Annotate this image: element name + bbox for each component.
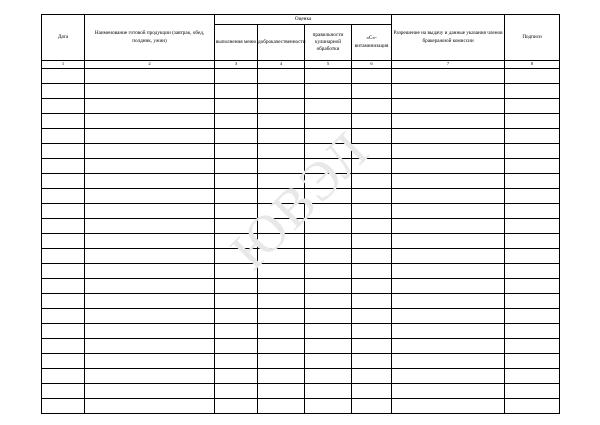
table-cell[interactable] (305, 219, 352, 234)
table-cell[interactable] (352, 369, 392, 384)
table-cell[interactable] (258, 309, 305, 324)
table-cell[interactable] (42, 339, 85, 354)
table-cell[interactable] (352, 339, 392, 354)
table-row[interactable] (42, 219, 560, 234)
table-cell[interactable] (392, 249, 505, 264)
table-cell[interactable] (42, 354, 85, 369)
column-number-5: 5 (305, 61, 352, 69)
table-row[interactable] (42, 99, 560, 114)
table-cell[interactable] (215, 234, 258, 249)
table-cell[interactable] (42, 384, 85, 399)
table-cell[interactable] (215, 369, 258, 384)
table-cell[interactable] (305, 99, 352, 114)
table-cell[interactable] (258, 339, 305, 354)
table-cell[interactable] (305, 354, 352, 369)
table-cell[interactable] (215, 114, 258, 129)
column-number-8: 8 (505, 61, 560, 69)
header-evaluation-group: Оценка (215, 15, 392, 25)
table-cell[interactable] (258, 264, 305, 279)
table-cell[interactable] (352, 159, 392, 174)
table-cell[interactable] (505, 189, 560, 204)
table-cell[interactable] (392, 279, 505, 294)
table-cell[interactable] (85, 159, 215, 174)
table-cell[interactable] (392, 189, 505, 204)
table-cell[interactable] (352, 204, 392, 219)
table-cell[interactable] (392, 399, 505, 414)
header-row-top (42, 15, 560, 25)
table-cell[interactable] (258, 294, 305, 309)
table-cell[interactable] (42, 294, 85, 309)
table-row[interactable] (42, 234, 560, 249)
table-cell[interactable] (505, 219, 560, 234)
table-cell[interactable] (85, 264, 215, 279)
table-cell[interactable] (392, 219, 505, 234)
table-cell[interactable] (42, 309, 85, 324)
header-cooking-correctness: правильности кулинарной обработки (305, 25, 352, 61)
column-number-6: 6 (352, 61, 392, 69)
table-cell[interactable] (505, 399, 560, 414)
table-cell[interactable] (305, 114, 352, 129)
table-cell[interactable] (305, 264, 352, 279)
table-cell[interactable] (505, 84, 560, 99)
table-cell[interactable] (392, 114, 505, 129)
table-cell[interactable] (85, 144, 215, 159)
table-row[interactable] (42, 294, 560, 309)
table-cell[interactable] (305, 309, 352, 324)
journal-table-container (41, 14, 559, 414)
table-cell[interactable] (352, 309, 392, 324)
table-row[interactable] (42, 309, 560, 324)
table-cell[interactable] (505, 204, 560, 219)
table-cell[interactable] (392, 174, 505, 189)
table-cell[interactable] (42, 324, 85, 339)
table-cell[interactable] (352, 69, 392, 84)
table-cell[interactable] (85, 339, 215, 354)
table-cell[interactable] (258, 84, 305, 99)
table-cell[interactable] (258, 324, 305, 339)
table-cell[interactable] (85, 114, 215, 129)
table-row[interactable] (42, 144, 560, 159)
table-cell[interactable] (258, 279, 305, 294)
table-cell[interactable] (85, 294, 215, 309)
table-row[interactable] (42, 189, 560, 204)
column-number-2: 2 (85, 61, 215, 69)
table-cell[interactable] (505, 144, 560, 159)
table-cell[interactable] (352, 399, 392, 414)
table-cell[interactable] (258, 399, 305, 414)
table-cell[interactable] (505, 99, 560, 114)
table-cell[interactable] (215, 279, 258, 294)
table-row[interactable] (42, 279, 560, 294)
table-cell[interactable] (42, 84, 85, 99)
table-cell[interactable] (42, 219, 85, 234)
table-cell[interactable] (42, 174, 85, 189)
table-cell[interactable] (258, 129, 305, 144)
header-permission: Разрешение на выдачу и данные указания членов бракеражной комиссии (392, 15, 505, 61)
table-cell[interactable] (215, 174, 258, 189)
table-cell[interactable] (305, 339, 352, 354)
table-cell[interactable] (505, 234, 560, 249)
journal-table (41, 14, 560, 414)
table-cell[interactable] (505, 279, 560, 294)
table-cell[interactable] (215, 384, 258, 399)
table-cell[interactable] (85, 324, 215, 339)
watermark-text: ЮВЭЛ (219, 119, 381, 281)
table-cell[interactable] (42, 159, 85, 174)
header-quality: доброкачественности (258, 25, 305, 61)
table-cell[interactable] (392, 324, 505, 339)
table-cell[interactable] (305, 279, 352, 294)
table-cell[interactable] (258, 69, 305, 84)
table-cell[interactable] (392, 384, 505, 399)
column-number-4: 4 (258, 61, 305, 69)
table-cell[interactable] (505, 354, 560, 369)
table-cell[interactable] (392, 294, 505, 309)
table-cell[interactable] (352, 264, 392, 279)
table-cell[interactable] (352, 174, 392, 189)
table-cell[interactable] (258, 369, 305, 384)
table-row[interactable] (42, 339, 560, 354)
table-cell[interactable] (85, 354, 215, 369)
table-cell[interactable] (352, 384, 392, 399)
table-cell[interactable] (392, 339, 505, 354)
table-cell[interactable] (215, 219, 258, 234)
table-row[interactable] (42, 354, 560, 369)
table-row[interactable] (42, 324, 560, 339)
table-cell[interactable] (352, 354, 392, 369)
table-cell[interactable] (42, 369, 85, 384)
table-row[interactable] (42, 84, 560, 99)
table-cell[interactable] (392, 129, 505, 144)
table-cell[interactable] (215, 144, 258, 159)
table-cell[interactable] (85, 369, 215, 384)
table-cell[interactable] (42, 249, 85, 264)
table-cell[interactable] (305, 249, 352, 264)
table-cell[interactable] (258, 144, 305, 159)
table-cell[interactable] (215, 264, 258, 279)
column-number-3: 3 (215, 61, 258, 69)
table-row[interactable] (42, 174, 560, 189)
header-menu-fulfillment: выполнения меню (215, 25, 258, 61)
table-cell[interactable] (352, 249, 392, 264)
table-cell[interactable] (215, 159, 258, 174)
table-row[interactable] (42, 159, 560, 174)
table-row[interactable] (42, 129, 560, 144)
table-cell[interactable] (305, 189, 352, 204)
table-cell[interactable] (352, 129, 392, 144)
table-cell[interactable] (215, 69, 258, 84)
table-cell[interactable] (42, 99, 85, 114)
table-cell[interactable] (85, 99, 215, 114)
table-cell[interactable] (305, 174, 352, 189)
table-cell[interactable] (85, 309, 215, 324)
table-cell[interactable] (42, 279, 85, 294)
table-cell[interactable] (505, 129, 560, 144)
table-cell[interactable] (305, 84, 352, 99)
column-number-7: 7 (392, 61, 505, 69)
table-cell[interactable] (215, 84, 258, 99)
table-cell[interactable] (392, 99, 505, 114)
table-cell[interactable] (215, 399, 258, 414)
table-cell[interactable] (352, 189, 392, 204)
table-cell[interactable] (85, 84, 215, 99)
table-cell[interactable] (352, 144, 392, 159)
table-cell[interactable] (505, 249, 560, 264)
table-cell[interactable] (258, 234, 305, 249)
table-cell[interactable] (505, 69, 560, 84)
table-cell[interactable] (42, 234, 85, 249)
table-cell[interactable] (392, 144, 505, 159)
table-cell[interactable] (258, 384, 305, 399)
table-row[interactable] (42, 204, 560, 219)
table-cell[interactable] (352, 234, 392, 249)
table-cell[interactable] (392, 369, 505, 384)
table-row[interactable] (42, 399, 560, 414)
table-cell[interactable] (85, 384, 215, 399)
table-cell[interactable] (305, 69, 352, 84)
table-cell[interactable] (305, 324, 352, 339)
column-number-1: 1 (42, 61, 85, 69)
table-cell[interactable] (42, 114, 85, 129)
table-row[interactable] (42, 369, 560, 384)
table-cell[interactable] (85, 69, 215, 84)
table-cell[interactable] (85, 174, 215, 189)
table-cell[interactable] (352, 324, 392, 339)
table-cell[interactable] (42, 129, 85, 144)
table-cell[interactable] (505, 294, 560, 309)
table-row[interactable] (42, 384, 560, 399)
table-cell[interactable] (392, 264, 505, 279)
table-cell[interactable] (352, 84, 392, 99)
table-cell[interactable] (305, 294, 352, 309)
table-cell[interactable] (258, 189, 305, 204)
table-row[interactable] (42, 114, 560, 129)
table-cell[interactable] (85, 234, 215, 249)
table-cell[interactable] (505, 264, 560, 279)
table-cell[interactable] (392, 84, 505, 99)
table-cell[interactable] (352, 219, 392, 234)
table-cell[interactable] (42, 144, 85, 159)
table-cell[interactable] (392, 234, 505, 249)
table-cell[interactable] (215, 354, 258, 369)
table-cell[interactable] (305, 399, 352, 414)
table-cell[interactable] (258, 354, 305, 369)
table-row[interactable] (42, 264, 560, 279)
table-cell[interactable] (505, 174, 560, 189)
table-cell[interactable] (85, 219, 215, 234)
table-cell[interactable] (505, 324, 560, 339)
table-cell[interactable] (352, 114, 392, 129)
header-product-name: Наименование готовой продукции (завтрак, обед, полдник, ужин) (85, 15, 215, 61)
table-cell[interactable] (42, 399, 85, 414)
table-cell[interactable] (258, 204, 305, 219)
table-cell[interactable] (305, 369, 352, 384)
table-cell[interactable] (85, 129, 215, 144)
table-cell[interactable] (258, 174, 305, 189)
table-cell[interactable] (258, 159, 305, 174)
table-cell[interactable] (215, 204, 258, 219)
table-cell[interactable] (215, 324, 258, 339)
table-cell[interactable] (215, 129, 258, 144)
table-cell[interactable] (505, 369, 560, 384)
table-cell[interactable] (258, 114, 305, 129)
table-cell[interactable] (392, 354, 505, 369)
table-cell[interactable] (352, 294, 392, 309)
table-cell[interactable] (505, 309, 560, 324)
header-vitamin-c: «С»-витаминизация (352, 25, 392, 61)
table-cell[interactable] (258, 249, 305, 264)
table-cell[interactable] (42, 69, 85, 84)
table-cell[interactable] (258, 219, 305, 234)
header-signatures: Подписи (505, 15, 560, 61)
table-cell[interactable] (305, 384, 352, 399)
table-cell[interactable] (215, 249, 258, 264)
table-cell[interactable] (305, 144, 352, 159)
table-cell[interactable] (215, 99, 258, 114)
table-cell[interactable] (85, 189, 215, 204)
table-cell[interactable] (505, 339, 560, 354)
journal-data-rows (42, 69, 560, 414)
table-cell[interactable] (305, 129, 352, 144)
table-cell[interactable] (505, 114, 560, 129)
table-cell[interactable] (42, 264, 85, 279)
table-cell[interactable] (85, 399, 215, 414)
table-cell[interactable] (392, 309, 505, 324)
table-cell[interactable] (85, 279, 215, 294)
table-cell[interactable] (215, 294, 258, 309)
table-cell[interactable] (215, 339, 258, 354)
table-cell[interactable] (85, 249, 215, 264)
table-cell[interactable] (392, 159, 505, 174)
table-cell[interactable] (42, 189, 85, 204)
table-cell[interactable] (85, 204, 215, 219)
table-cell[interactable] (352, 99, 392, 114)
table-cell[interactable] (215, 309, 258, 324)
table-cell[interactable] (305, 159, 352, 174)
table-cell[interactable] (505, 384, 560, 399)
table-cell[interactable] (215, 189, 258, 204)
table-row[interactable] (42, 249, 560, 264)
table-cell[interactable] (505, 159, 560, 174)
table-cell[interactable] (258, 99, 305, 114)
header-date: Дата (42, 15, 85, 61)
table-cell[interactable] (305, 204, 352, 219)
table-cell[interactable] (305, 234, 352, 249)
table-cell[interactable] (352, 279, 392, 294)
table-cell[interactable] (392, 69, 505, 84)
table-row[interactable] (42, 69, 560, 84)
column-number-row (42, 61, 560, 69)
table-cell[interactable] (392, 204, 505, 219)
table-cell[interactable] (42, 204, 85, 219)
